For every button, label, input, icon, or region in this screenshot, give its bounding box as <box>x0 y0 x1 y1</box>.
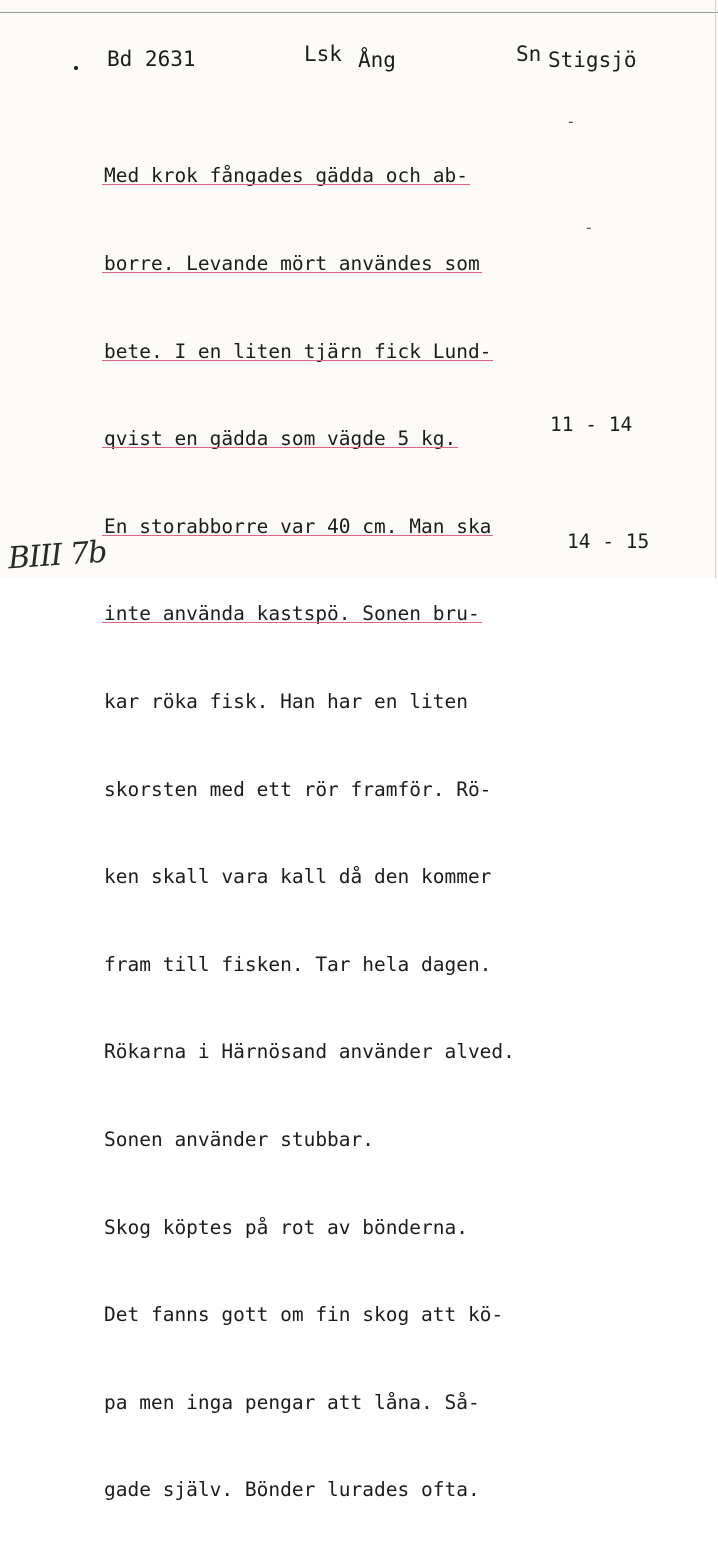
text-line: Det fanns gott om fin skog att kö- <box>104 1303 504 1327</box>
text-line <box>104 161 515 190</box>
text-line <box>104 337 515 366</box>
underlined-text: Med krok fångades gädda och ab- <box>104 164 468 188</box>
text-line: gade själv. Bönder lurades ofta. <box>104 1478 480 1502</box>
card-code: Bd 2631 <box>107 47 196 71</box>
text-line: Skog köptes på rot av bönderna. <box>104 1215 468 1239</box>
sn-label: Sn <box>516 42 542 66</box>
margin-dot <box>74 66 78 70</box>
top-rule <box>0 12 718 13</box>
underlined-text: En storabborre var 40 cm. Man ska <box>104 514 492 538</box>
text-line: Rökarna i Härnösand använder alved. <box>104 1040 515 1064</box>
text-line <box>104 249 515 278</box>
text-line: skorsten med ett rör framför. Rö- <box>104 777 492 801</box>
page-ref-second: 14 - 15 <box>567 530 650 553</box>
card-edge <box>715 0 716 578</box>
text-line <box>104 599 515 628</box>
text-line: fram till fisken. Tar hela dagen. <box>104 952 492 976</box>
text-line <box>104 424 515 453</box>
page-ref-first: 11 - 14 <box>550 413 633 436</box>
text-line: kar röka fisk. Han har en liten <box>104 689 468 713</box>
underlined-text: qvist en gädda som vägde 5 kg. <box>104 427 457 451</box>
card-body <box>104 103 515 1563</box>
margin-mark: - <box>566 112 576 131</box>
underlined-text: bete. I en liten tjärn fick Lund- <box>104 339 492 363</box>
text-line: pa men inga pengar att låna. Så- <box>104 1390 480 1414</box>
underlined-text: borre. Levande mört användes som <box>104 252 480 275</box>
underlined-text: inte använda kastspö. Sonen bru- <box>104 602 480 626</box>
text-line: Sonen använder stubbar. <box>104 1127 375 1151</box>
text-line <box>104 512 515 541</box>
margin-mark: - <box>584 218 594 237</box>
lsk-label: Lsk <box>304 42 342 66</box>
text-line: ken skall vara kall då den kommer <box>104 865 492 889</box>
archive-signature: BIII 7b <box>6 534 108 577</box>
lsk-value: Ång <box>358 48 396 72</box>
sn-value: Stigsjö <box>548 48 637 72</box>
